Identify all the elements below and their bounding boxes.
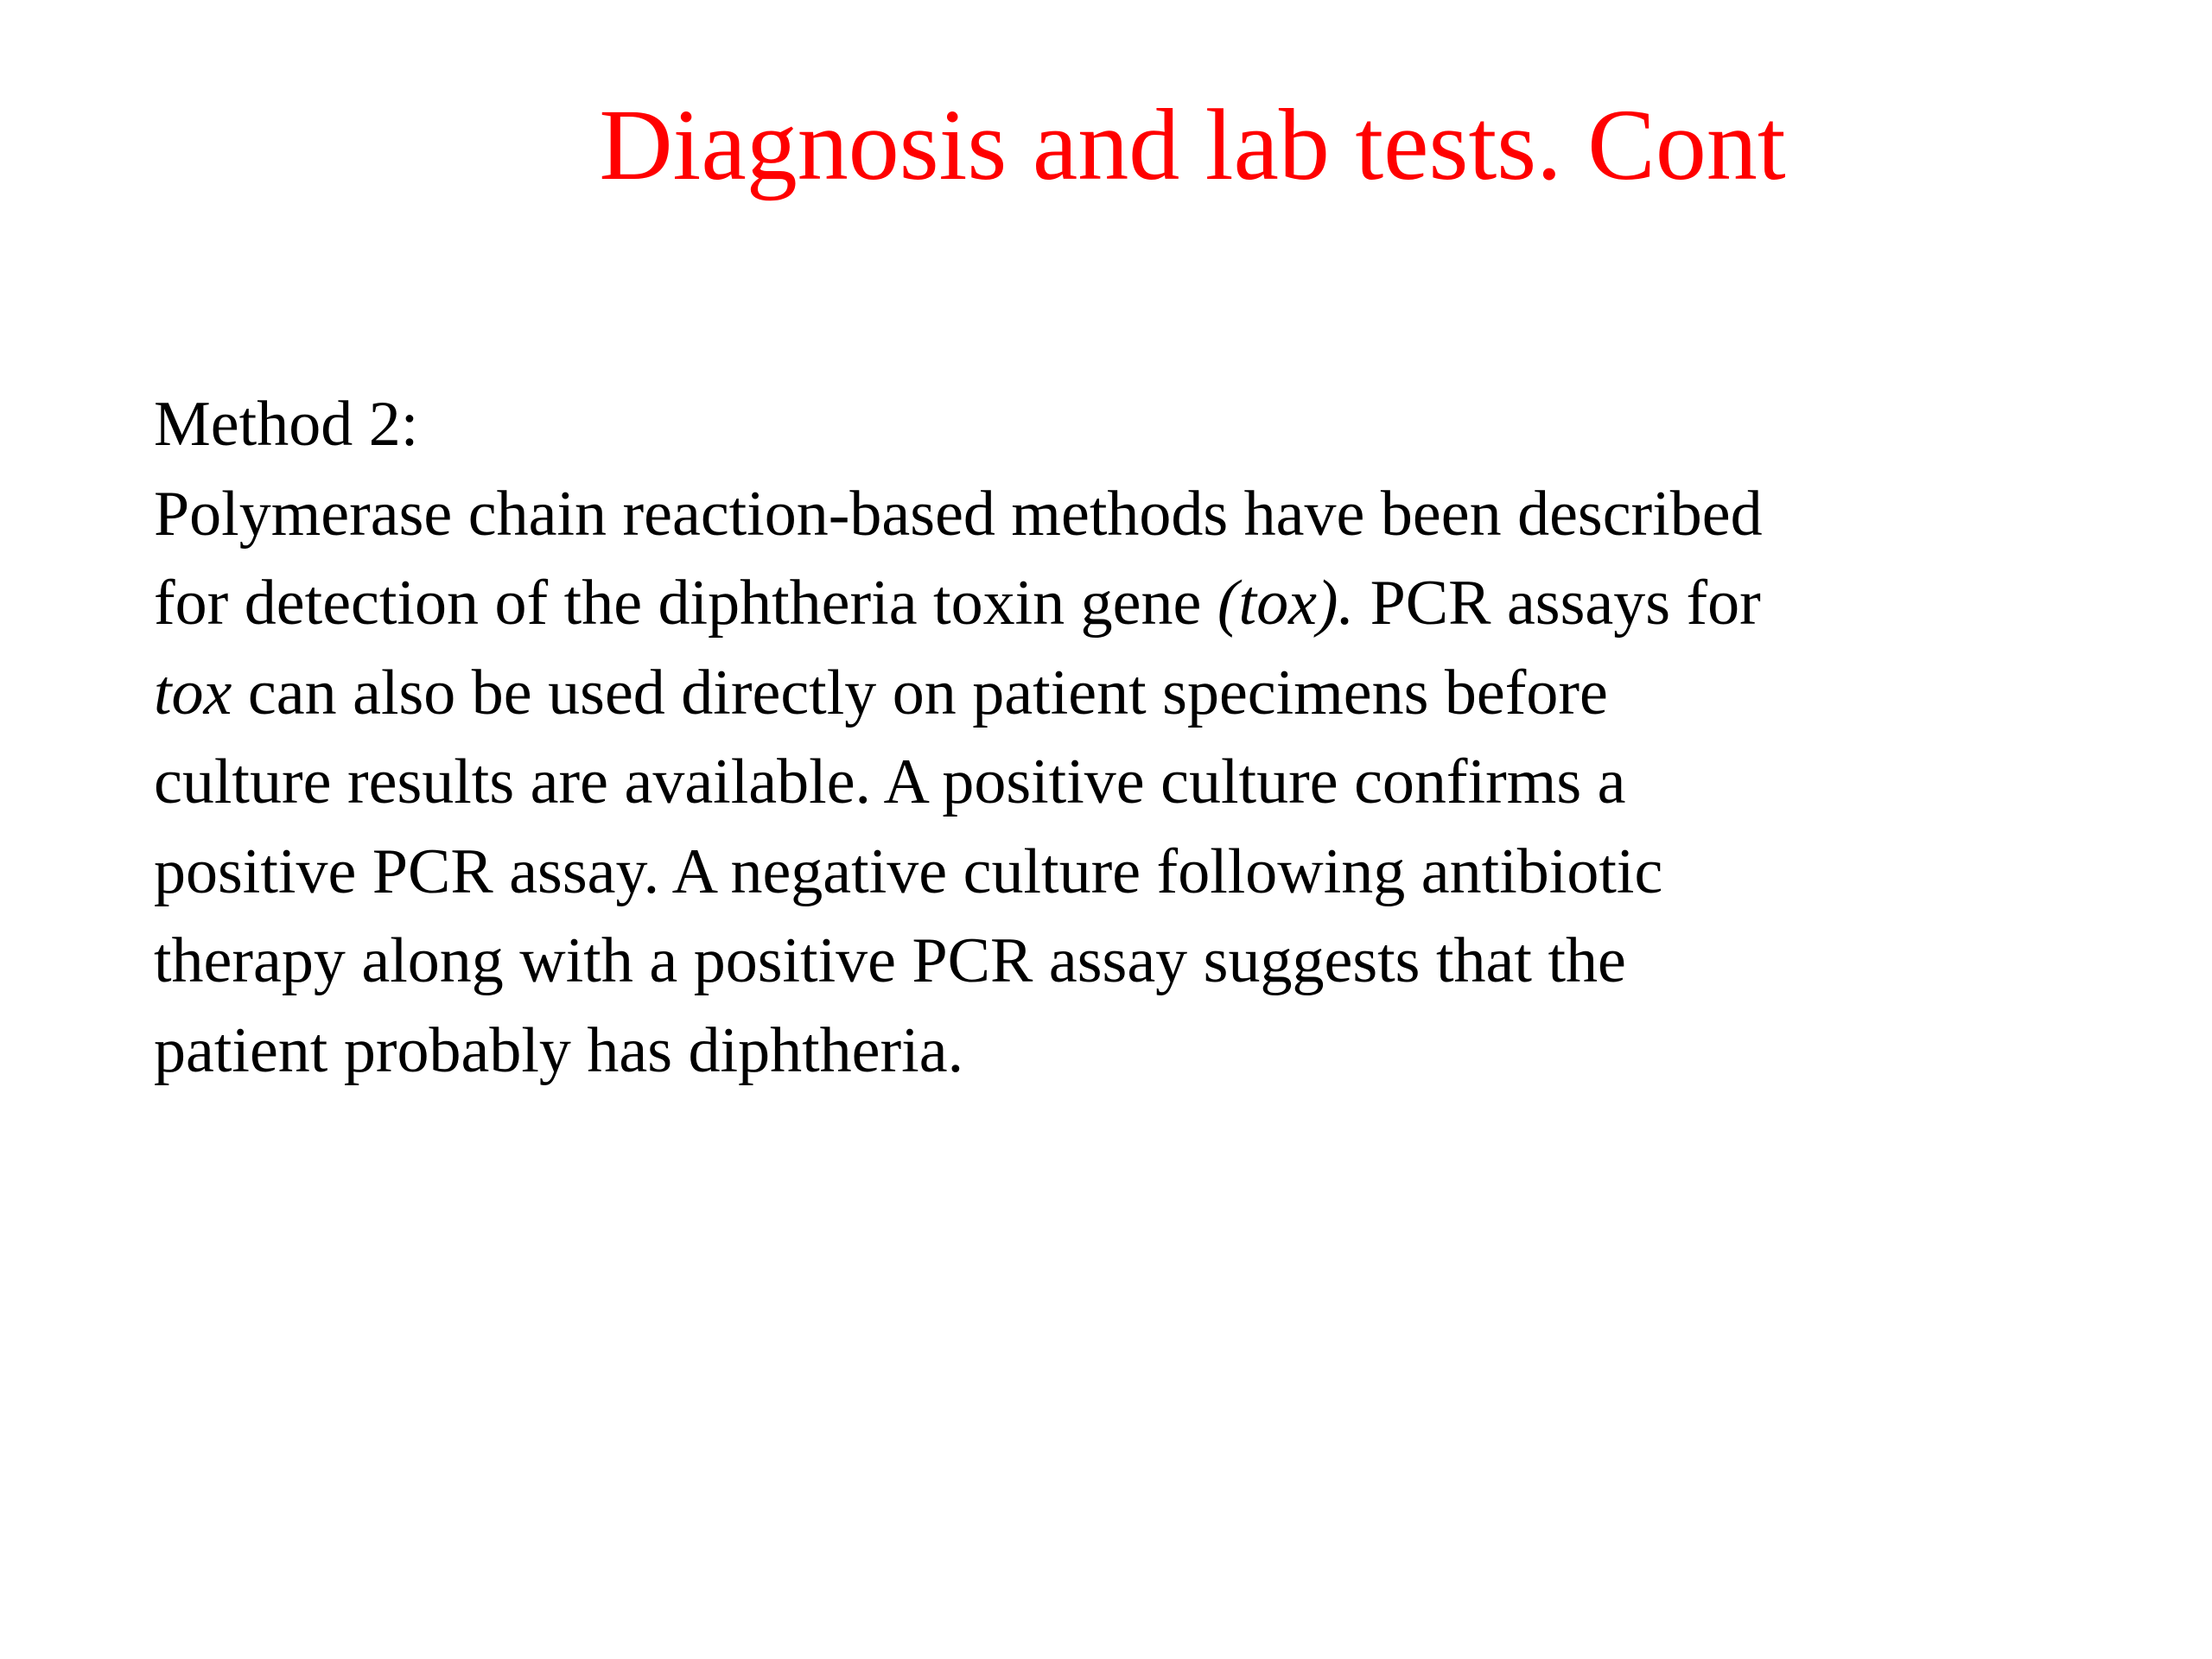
method-label: Method 2: (154, 389, 419, 460)
text-segment: patient probably has diphtheria. (154, 1014, 964, 1086)
text-segment: positive PCR assay. A negative culture following antibiotic (154, 836, 1663, 907)
italic-text-segment: tox (154, 657, 232, 728)
paragraph-line (154, 738, 2141, 828)
text-segment: can also be used directly on patient specimens before (232, 657, 1608, 728)
paragraph-line (154, 828, 2141, 918)
text-segment: culture results are available. A positive culture confirms a (154, 747, 1626, 817)
slide-body (154, 380, 2141, 1096)
text-segment: Polymerase chain reaction-based methods have been described (154, 478, 1763, 550)
text-segment: for detection of the diphtheria toxin gene (154, 568, 1217, 639)
paragraph-line (154, 917, 2141, 1007)
paragraph-line (154, 470, 2141, 560)
paragraph-line (154, 649, 2141, 739)
paragraph-line (154, 1007, 2141, 1096)
text-segment: therapy along with a positive PCR assay suggests that the (154, 925, 1626, 996)
italic-text-segment: (tox). (1217, 568, 1355, 639)
paragraph-line (154, 559, 2141, 649)
text-segment: PCR assays for (1354, 568, 1761, 639)
body-paragraph (154, 470, 2141, 1096)
slide-title: Diagnosis and lab tests. Cont (599, 88, 1786, 201)
